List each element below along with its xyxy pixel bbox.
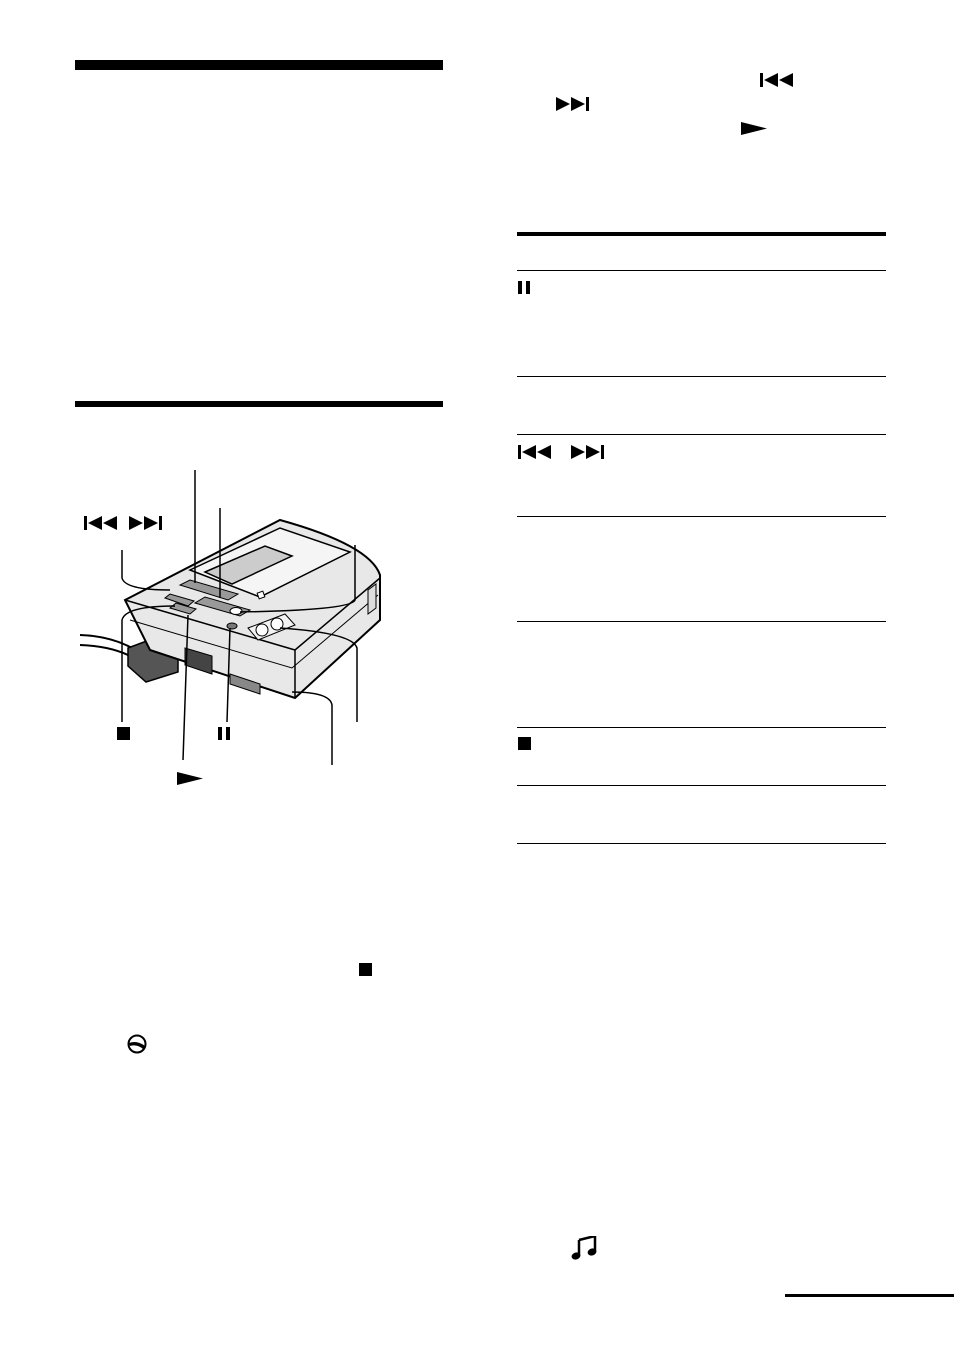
table-row-divider (517, 434, 886, 435)
music-note-icon (571, 1236, 599, 1260)
table-row-divider (517, 376, 886, 377)
next-track-icon (571, 445, 605, 459)
pause-icon (518, 281, 531, 294)
next-track-icon (129, 516, 163, 530)
previous-track-icon (84, 516, 118, 530)
play-icon (177, 772, 203, 785)
stop-icon (117, 727, 130, 740)
table-row-divider (517, 516, 886, 517)
table-row-divider (517, 727, 886, 728)
pause-icon (218, 727, 231, 740)
stop-icon (359, 963, 372, 976)
table-bottom-rule (517, 843, 886, 844)
table-row-divider (517, 270, 886, 271)
table-top-rule (517, 232, 886, 236)
stop-icon (518, 737, 531, 750)
disc-icon (127, 1034, 147, 1054)
previous-track-icon (760, 73, 794, 87)
table-row-divider (517, 785, 886, 786)
table-row-divider (517, 621, 886, 622)
section-rule-middle (75, 401, 443, 407)
play-icon (741, 122, 767, 135)
next-track-icon (556, 97, 590, 111)
device-illustration (70, 460, 400, 800)
section-rule-top (75, 60, 443, 70)
previous-track-icon (518, 445, 552, 459)
leader-line-jack (292, 692, 332, 765)
continued-rule (785, 1294, 954, 1297)
